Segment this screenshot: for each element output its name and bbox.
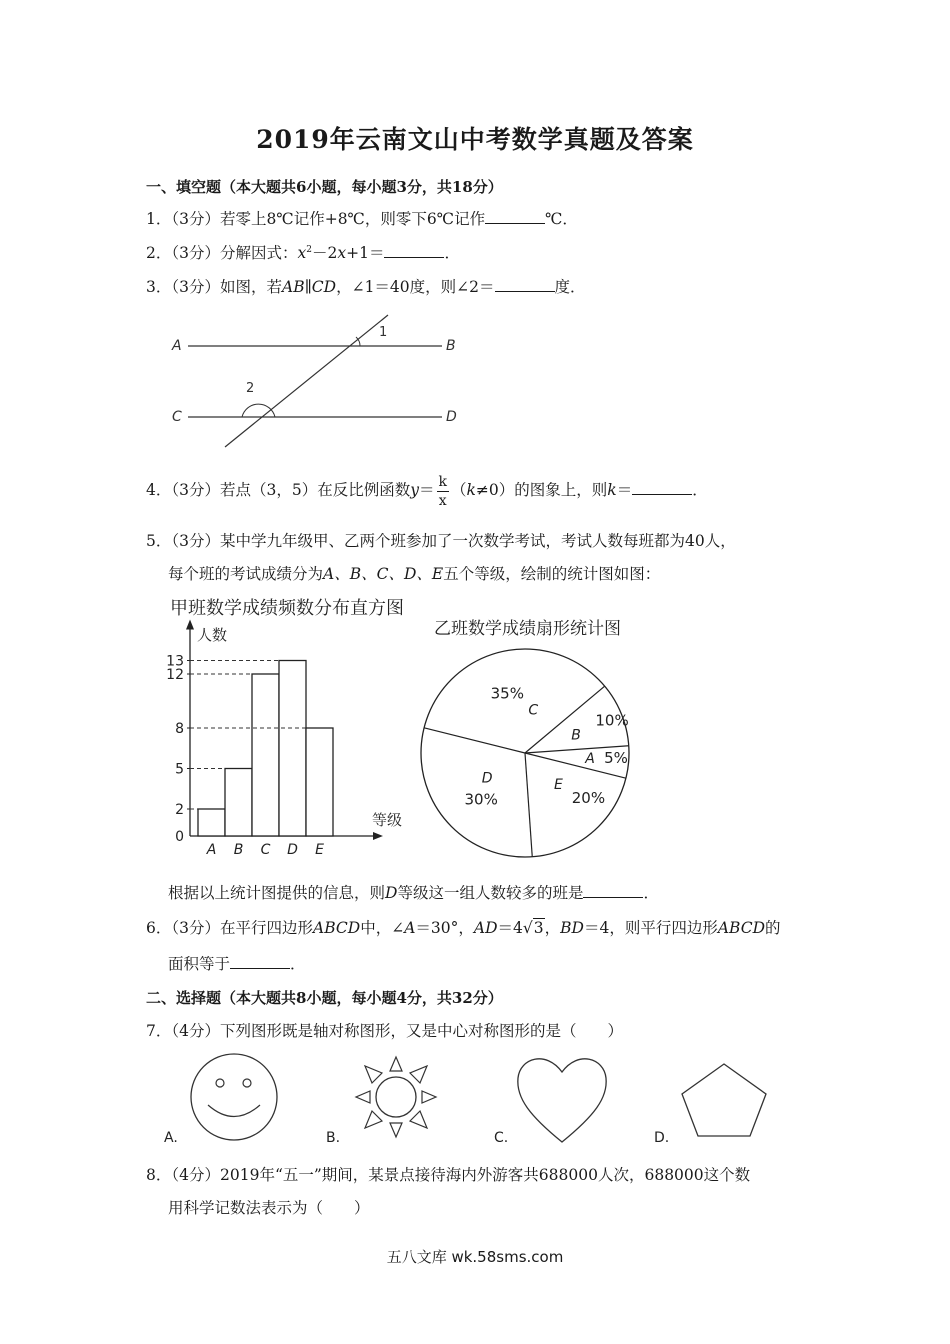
point-label-b: B bbox=[446, 338, 456, 354]
bar bbox=[279, 661, 306, 837]
pie-slice-label: D bbox=[481, 770, 493, 787]
math-var: x bbox=[337, 244, 347, 262]
sqrt-sign: √ bbox=[522, 919, 533, 937]
x-tick-label: E bbox=[315, 842, 324, 858]
question-text: 每个班的考试成绩分为 bbox=[168, 565, 324, 583]
question-text: 度． bbox=[554, 278, 586, 296]
question-text: 2019年“五一”期间，某景点接待海内外游客共688000人次，688000这个数 bbox=[220, 1166, 751, 1184]
pie-slice-value: 5% bbox=[604, 748, 628, 767]
math-text: －2 bbox=[312, 244, 338, 262]
footer-watermark: 五八文库 wk.58sms.com bbox=[386, 1248, 564, 1266]
answer-blank bbox=[495, 277, 555, 292]
math-var: AD bbox=[473, 919, 498, 937]
fraction-numerator: k bbox=[438, 473, 447, 490]
chart-title: 乙班数学成绩扇形统计图 bbox=[434, 619, 621, 639]
y-tick-label: 12 bbox=[166, 667, 184, 683]
question-points: （3分） bbox=[171, 244, 220, 262]
sqrt-radicand: 3 bbox=[533, 919, 544, 937]
question-text: 如图，若 bbox=[220, 278, 283, 296]
question-text: ，∠1＝40度，则∠2＝ bbox=[336, 278, 495, 296]
x-axis-arrow bbox=[373, 832, 383, 840]
question-text: 等级这一组人数较多的班是 bbox=[397, 884, 584, 902]
y-tick-label: 0 bbox=[175, 829, 184, 845]
math-var: k bbox=[607, 481, 617, 499]
question-5-line-2 bbox=[168, 562, 660, 584]
question-number: 1． bbox=[146, 210, 172, 228]
question-2 bbox=[146, 241, 460, 263]
y-tick-label: 13 bbox=[166, 653, 184, 670]
math-text: ＝ bbox=[616, 481, 633, 499]
question-6-line-2 bbox=[168, 952, 306, 974]
heart-icon bbox=[518, 1059, 606, 1142]
question-points: （4分） bbox=[171, 1022, 220, 1040]
option-label-d: D. bbox=[654, 1130, 670, 1146]
math-var: k bbox=[466, 481, 476, 499]
option-label-b: B. bbox=[326, 1130, 341, 1146]
question-text: 根据以上统计图提供的信息，则 bbox=[168, 884, 386, 902]
math-var: A bbox=[404, 919, 416, 937]
math-text: ＝4 bbox=[497, 919, 523, 937]
x-tick-label: A bbox=[206, 842, 217, 858]
y-axis-label: 人数 bbox=[197, 626, 228, 644]
question-number: 4． bbox=[146, 481, 172, 499]
pie-slice-value: 30% bbox=[464, 790, 498, 809]
math-var: BD bbox=[560, 919, 584, 937]
y-axis-arrow bbox=[186, 620, 194, 630]
pentagon-icon bbox=[682, 1064, 766, 1136]
answer-blank bbox=[583, 883, 643, 898]
question-text: ． bbox=[444, 244, 460, 262]
question-5-line-3 bbox=[168, 881, 659, 903]
question-points: （3分） bbox=[171, 210, 220, 228]
angle-label-2: 2 bbox=[246, 381, 255, 396]
question-3 bbox=[146, 275, 586, 297]
math-text: +1＝ bbox=[346, 244, 385, 262]
y-tick-label: 8 bbox=[175, 721, 184, 737]
question-text: 中，∠ bbox=[360, 919, 405, 937]
math-exponent: 2 bbox=[306, 244, 312, 255]
question-points: （3分） bbox=[171, 278, 220, 296]
question-points: （3分） bbox=[171, 481, 220, 499]
section-heading-multiple-choice: 二、选择题（本大题共8小题，每小题4分，共32分） bbox=[146, 989, 503, 1007]
math-var: D bbox=[385, 884, 398, 902]
question-text: ． bbox=[692, 481, 708, 499]
question-number: 6． bbox=[146, 919, 172, 937]
chart-title: 甲班数学成绩频数分布直方图 bbox=[170, 598, 404, 619]
parallel-lines-figure bbox=[160, 310, 480, 455]
pie-slice-value: 20% bbox=[571, 788, 606, 807]
math-var: CD bbox=[311, 278, 337, 296]
question-text: ≠0）的图象上，则 bbox=[475, 481, 608, 499]
angle-label-1: 1 bbox=[379, 325, 388, 340]
point-label-d: D bbox=[446, 409, 457, 425]
question-text: 五个等级，绘制的统计图如图： bbox=[443, 565, 661, 583]
bar bbox=[225, 769, 252, 837]
question-4 bbox=[146, 470, 708, 512]
fraction-k-over-x bbox=[437, 473, 449, 510]
smiley-face-icon bbox=[191, 1054, 277, 1140]
question-text: 的 bbox=[765, 919, 781, 937]
question-text: ＝4，则平行四边形 bbox=[583, 919, 718, 937]
point-label-a: A bbox=[172, 338, 182, 354]
question-text: 在平行四边形 bbox=[220, 919, 314, 937]
question-points: （3分） bbox=[171, 532, 220, 550]
question-points: （3分） bbox=[171, 919, 220, 937]
question-7-options-figure bbox=[150, 1050, 810, 1150]
pie-slice-label: E bbox=[553, 776, 563, 793]
question-7 bbox=[146, 1019, 623, 1041]
histogram-chart bbox=[160, 592, 420, 862]
question-number: 7． bbox=[146, 1022, 172, 1040]
math-var: AB bbox=[282, 278, 305, 296]
section-heading-fill-in: 一、填空题（本大题共6小题，每小题3分，共18分） bbox=[146, 178, 503, 196]
question-8-line-2 bbox=[168, 1196, 370, 1218]
point-label-c: C bbox=[172, 409, 182, 425]
question-1 bbox=[146, 207, 578, 229]
question-text: 下列图形既是轴对称图形，又是中心对称图形的是（ ） bbox=[220, 1022, 624, 1040]
math-text: ， bbox=[544, 919, 561, 937]
question-text: ． bbox=[643, 884, 659, 902]
pie-slice-value: 35% bbox=[490, 684, 524, 703]
bar bbox=[198, 809, 225, 836]
question-text: 某中学九年级甲、乙两个班参加了一次数学考试，考试人数每班都为40人， bbox=[220, 532, 736, 550]
option-label-c: C. bbox=[494, 1130, 509, 1146]
question-text: ． bbox=[290, 955, 306, 973]
y-tick-label: 2 bbox=[175, 802, 184, 818]
answer-blank bbox=[230, 954, 290, 969]
pie-slice-label: B bbox=[571, 727, 581, 744]
question-points: （4分） bbox=[171, 1166, 220, 1184]
question-6-line-1 bbox=[146, 916, 781, 938]
math-var: y bbox=[410, 481, 419, 499]
answer-blank bbox=[384, 243, 444, 258]
pie-slice-label: C bbox=[528, 702, 539, 719]
x-tick-label: C bbox=[260, 842, 271, 858]
x-tick-label: B bbox=[233, 842, 244, 858]
answer-blank bbox=[632, 480, 692, 495]
math-var: A、B、C、D、E bbox=[323, 565, 444, 583]
pie-slice-label: A bbox=[585, 750, 595, 767]
x-tick-label: D bbox=[287, 842, 298, 858]
question-text: ℃． bbox=[545, 210, 578, 228]
question-text: 若点（3，5）在反比例函数 bbox=[220, 481, 411, 499]
pie-chart bbox=[416, 612, 646, 862]
answer-blank bbox=[485, 209, 545, 224]
question-number: 8． bbox=[146, 1166, 172, 1184]
question-text: 分解因式： bbox=[220, 244, 298, 262]
pie-slice-value: 10% bbox=[595, 711, 629, 730]
question-number: 3． bbox=[146, 278, 172, 296]
option-label-a: A. bbox=[164, 1130, 178, 1146]
question-text: 用科学记数法表示为（ ） bbox=[168, 1199, 370, 1217]
math-var: x bbox=[297, 244, 307, 262]
question-number: 5． bbox=[146, 532, 172, 550]
question-number: 2． bbox=[146, 244, 172, 262]
fraction-denominator: x bbox=[438, 492, 447, 509]
bar bbox=[306, 728, 333, 836]
bar bbox=[252, 674, 279, 836]
sun-icon bbox=[356, 1057, 436, 1137]
question-8-line-1 bbox=[146, 1163, 750, 1185]
page-title: 2019年云南文山中考数学真题及答案 bbox=[256, 125, 694, 154]
math-var: ABCD bbox=[717, 919, 766, 937]
question-text: ＝30°， bbox=[415, 919, 474, 937]
question-5-line-1 bbox=[146, 529, 736, 551]
math-text: ∥ bbox=[304, 278, 312, 296]
math-var: ABCD bbox=[313, 919, 361, 937]
math-text: ＝ bbox=[419, 481, 435, 499]
question-text: 若零上8℃记作+8℃，则零下6℃记作 bbox=[220, 210, 486, 228]
math-text: （ bbox=[451, 481, 467, 499]
y-tick-label: 5 bbox=[175, 761, 184, 778]
question-text: 面积等于 bbox=[168, 955, 231, 973]
x-axis-label: 等级 bbox=[372, 811, 403, 829]
